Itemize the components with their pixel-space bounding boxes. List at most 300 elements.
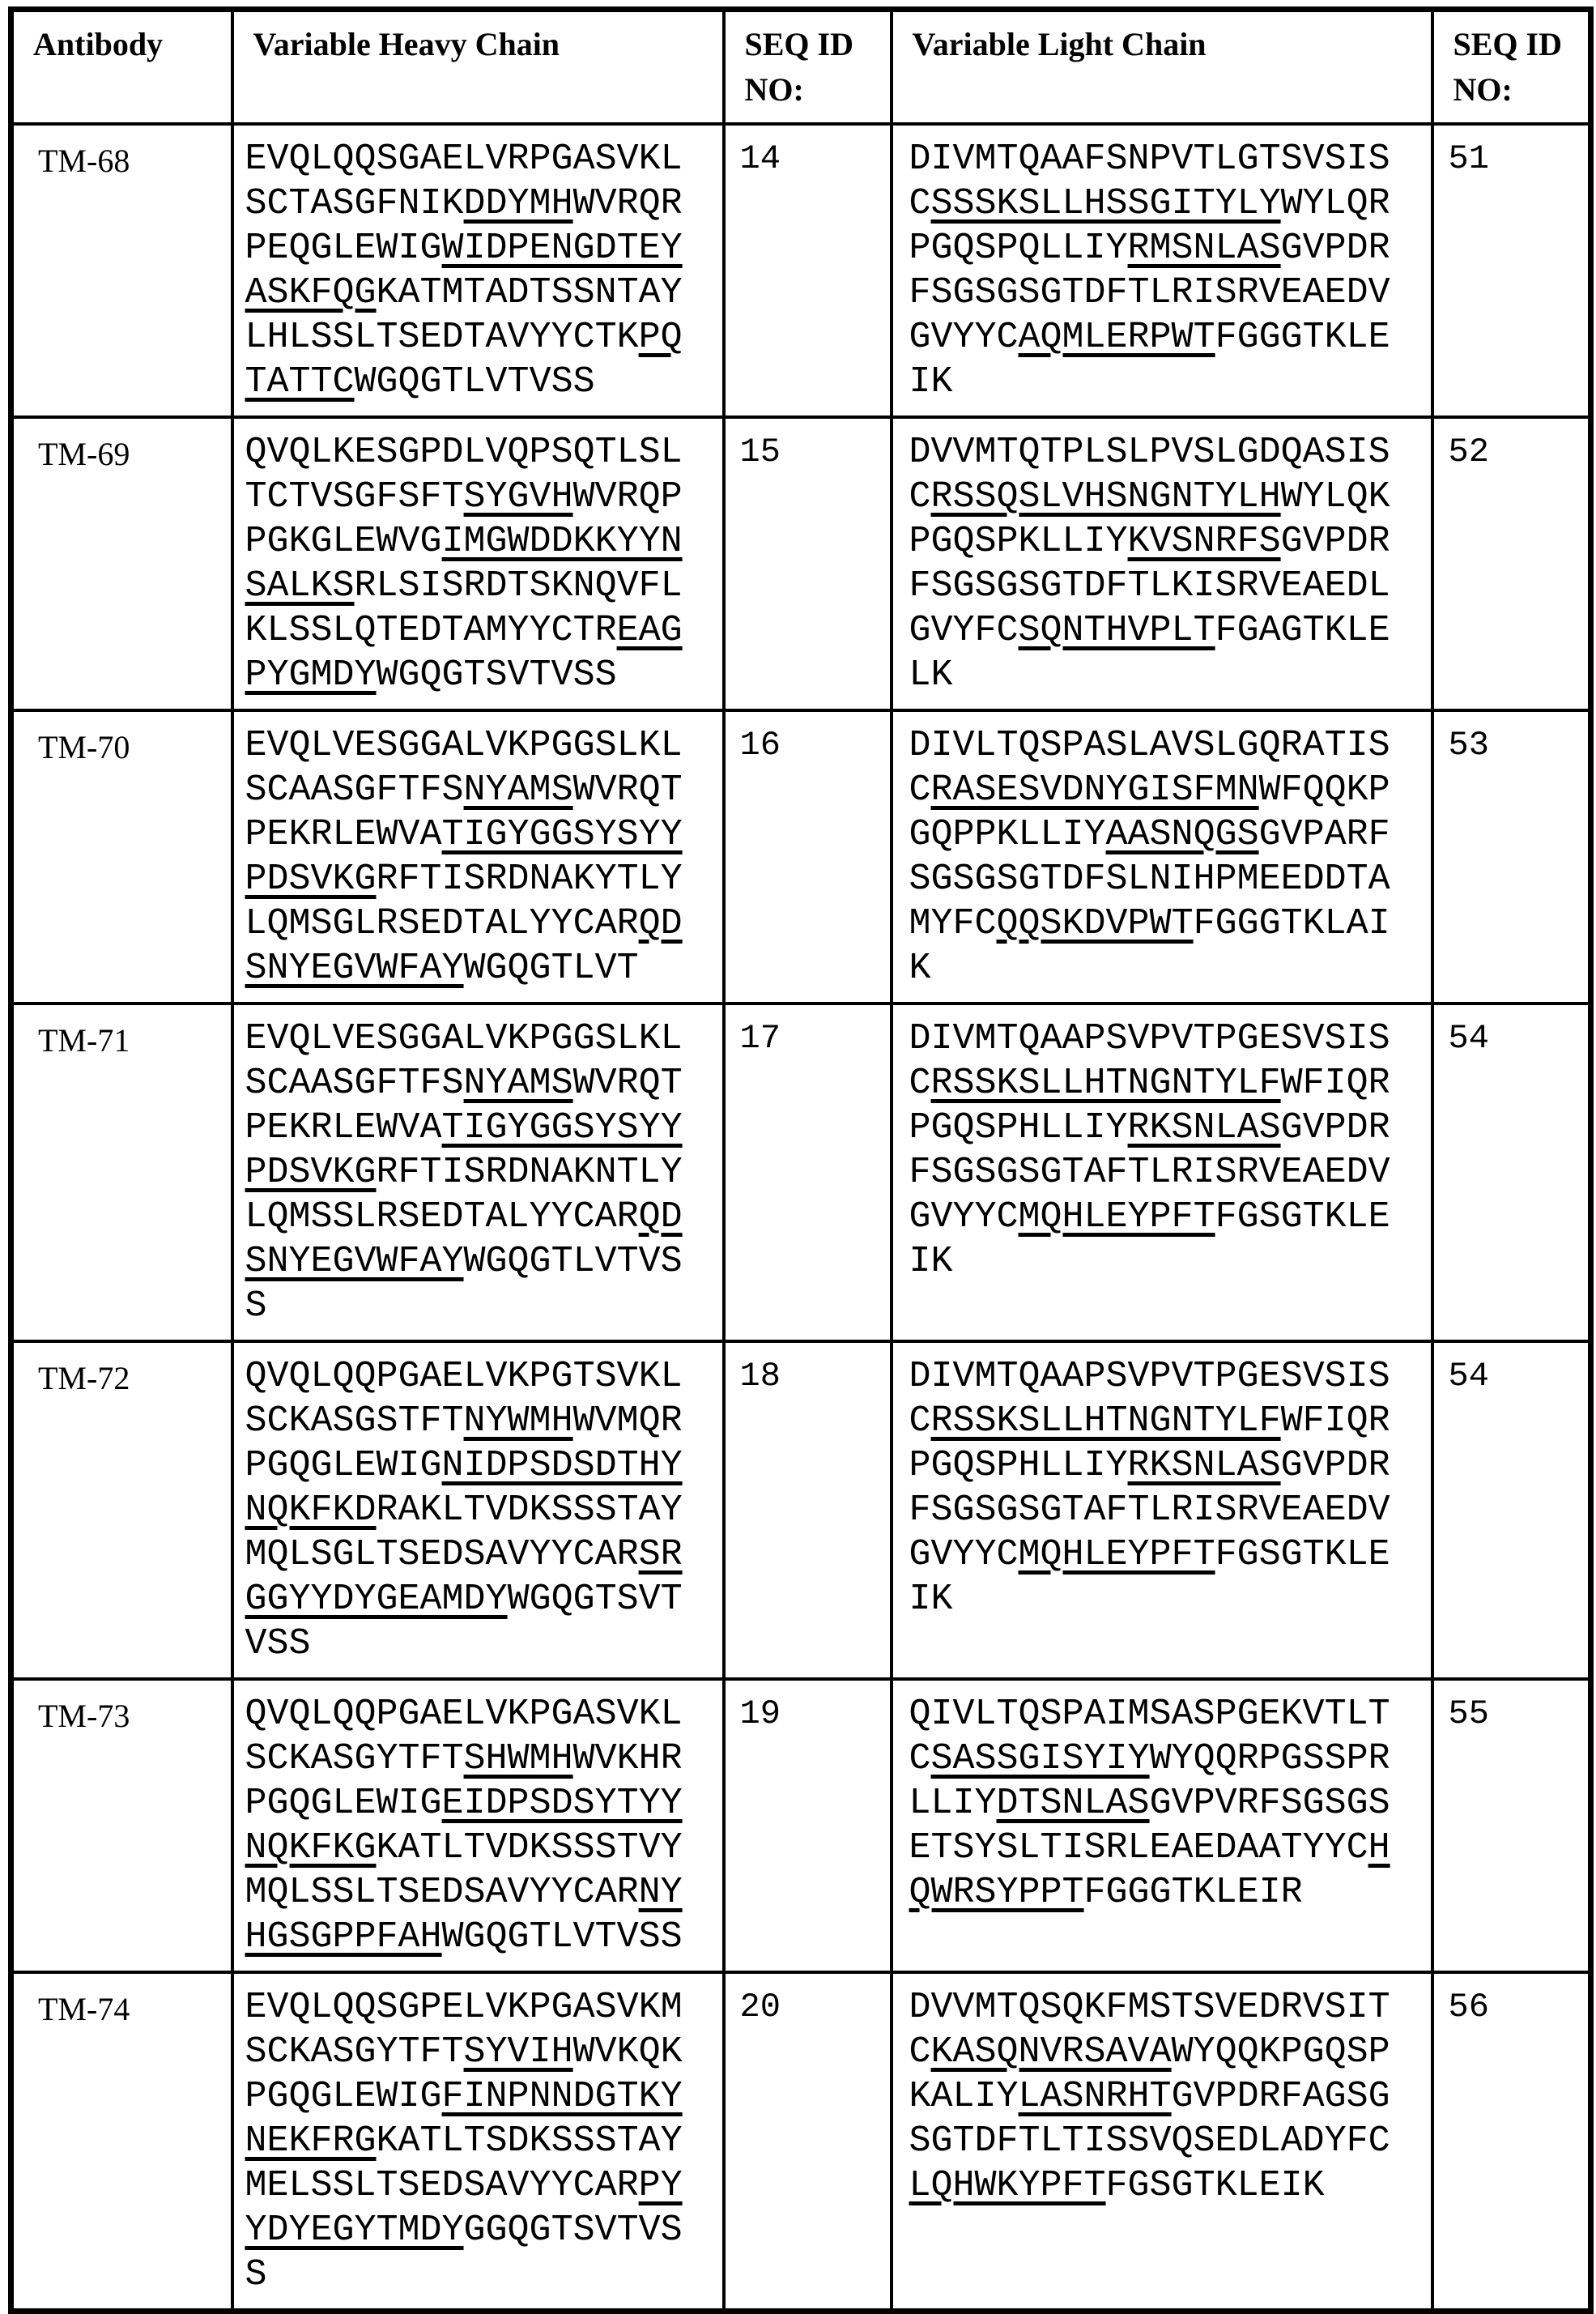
sequence-line	[245, 723, 717, 768]
sequence-segment: FGSGTKLE	[1215, 1534, 1390, 1575]
sequence-segment: S	[245, 1285, 267, 1327]
cdr-underlined-segment: QD	[638, 903, 683, 944]
sequence-line	[909, 1737, 1426, 1781]
sequence-segment: QVQLQQPGAELVKPGASVKL	[245, 1694, 683, 1735]
sequence-segment: C	[909, 1063, 931, 1104]
cdr-underlined-segment: RMSNLAS	[1127, 228, 1281, 269]
sequence-line	[245, 181, 717, 226]
sequence-segment: RAKLTVDKSSSTAY	[376, 1489, 683, 1531]
cdr-underlined-segment: QD	[638, 1196, 683, 1238]
sequence-line	[909, 519, 1426, 564]
sequence-segment: DVVMTQTPLSLPVSLGDQASIS	[909, 432, 1390, 473]
cdr-underlined-segment: NY	[638, 1872, 683, 1913]
sequence-line	[245, 1532, 717, 1577]
sequence-line	[909, 181, 1426, 226]
sequence-segment: MQLSSLTSEDSAVYYCAR	[245, 1872, 639, 1913]
sequence-segment: FSGSGSGTDFTLKISRVEAEDL	[909, 565, 1390, 607]
sequence-segment: WYQQRPGSSPR	[1149, 1738, 1390, 1779]
header-row	[11, 10, 1591, 125]
sequence-line	[245, 2119, 717, 2163]
sequence-segment: PGQGLEWIG	[245, 2076, 442, 2117]
heavy-seq-id: 20	[724, 1972, 892, 2312]
sequence-segment: GVPDR	[1280, 521, 1390, 562]
sequence-line	[909, 315, 1426, 360]
cdr-underlined-segment: RKSNLAS	[1127, 1445, 1281, 1486]
cdr-underlined-segment: H	[1368, 1827, 1390, 1869]
sequence-segment: GVYYC	[909, 1534, 1019, 1575]
sequence-segment: PGQGLEWIG	[245, 1445, 442, 1486]
sequence-line	[245, 1354, 717, 1399]
sequence-segment: WFIQR	[1280, 1063, 1390, 1104]
sequence-line	[245, 1692, 717, 1737]
antibody-name: TM-71	[11, 1004, 232, 1341]
cdr-underlined-segment: FINPNNDGTKY	[441, 2076, 683, 2117]
sequence-line	[245, 857, 717, 901]
sequence-segment: MYFC	[909, 903, 997, 944]
heavy-chain-sequence	[232, 1004, 724, 1341]
sequence-segment: LQMSGLRSEDTALYYCAR	[245, 903, 639, 944]
sequence-line	[245, 1488, 717, 1532]
sequence-segment: PEKRLEWVA	[245, 1107, 442, 1148]
sequence-line	[245, 1985, 717, 2030]
heavy-chain-sequence	[232, 1679, 724, 1972]
sequence-segment: PGQSPKLLIY	[909, 521, 1128, 562]
light-chain-sequence	[892, 124, 1432, 417]
sequence-segment: LK	[909, 654, 953, 696]
cdr-underlined-segment: LASNRHT	[1018, 2076, 1172, 2117]
sequence-segment: IK	[909, 1579, 953, 1620]
cdr-underlined-segment: PY	[638, 2165, 683, 2206]
sequence-segment: GVPDRFAGSG	[1171, 2076, 1390, 2117]
sequence-segment: WVMQR	[572, 1400, 683, 1442]
sequence-segment: WVRQR	[572, 183, 683, 224]
cdr-underlined-segment: LQHWKYPFT	[909, 2165, 1106, 2206]
sequence-segment: TCTVSGFSFT	[245, 476, 464, 518]
sequence-segment: DVVMTQSQKFMSTSVEDRVSIT	[909, 1987, 1390, 2028]
cdr-underlined-segment: MQHLEYPFT	[1018, 1534, 1215, 1575]
sequence-segment: WGQGTLVT	[463, 948, 639, 989]
light-chain-sequence	[892, 710, 1432, 1004]
cdr-underlined-segment: WIDPENGDTEY	[441, 228, 683, 269]
heavy-seq-id: 14	[724, 124, 892, 417]
cdr-underlined-segment: SR	[638, 1534, 683, 1575]
sequence-line	[245, 430, 717, 475]
heavy-chain-sequence	[232, 1972, 724, 2312]
sequence-segment: SGSGSGTDFSLNIHPMEEDDTA	[909, 859, 1390, 900]
cdr-underlined-segment: AASNQGS	[1105, 814, 1259, 855]
sequence-line	[909, 812, 1426, 857]
light-chain-sequence	[892, 1004, 1432, 1341]
sequence-segment: PEKRLEWVA	[245, 814, 442, 855]
sequence-segment: FGSGTKLE	[1215, 1196, 1390, 1238]
table-row	[11, 417, 1591, 710]
cdr-underlined-segment: GGYYDYGEAMDY	[245, 1579, 508, 1620]
cdr-underlined-segment: SNYEGVWFAY	[245, 1241, 464, 1282]
sequence-line	[245, 519, 717, 564]
light-seq-id: 54	[1432, 1004, 1591, 1341]
sequence-line	[245, 2163, 717, 2208]
sequence-line	[909, 1150, 1426, 1195]
sequence-line	[245, 315, 717, 360]
sequence-segment: SCAASGFTFS	[245, 769, 464, 811]
table-row	[11, 1679, 1591, 1972]
sequence-segment: WVRQT	[572, 1063, 683, 1104]
table-row	[11, 124, 1591, 417]
heavy-seq-id: 16	[724, 710, 892, 1004]
sequence-segment: WVRQP	[572, 476, 683, 518]
cdr-underlined-segment: ASKFQG	[245, 272, 377, 313]
cdr-underlined-segment: KVSNRFS	[1127, 521, 1281, 562]
sequence-line	[909, 1106, 1426, 1150]
sequence-line	[909, 1826, 1426, 1870]
cdr-underlined-segment: HGSGPPFAH	[245, 1916, 442, 1958]
cdr-underlined-segment: KASQNVRSAVA	[930, 2031, 1172, 2073]
sequence-segment: KALIY	[909, 2076, 1019, 2117]
cdr-underlined-segment: RSSQSLVHSNGNTYLH	[930, 476, 1281, 518]
cdr-underlined-segment: SYGVH	[463, 476, 573, 518]
sequence-segment: EVQLVESGGALVKPGGSLKL	[245, 725, 683, 766]
sequence-line	[245, 1150, 717, 1195]
antibody-name: TM-70	[11, 710, 232, 1004]
cdr-underlined-segment: PYGMDY	[245, 654, 377, 696]
sequence-line	[909, 946, 1426, 991]
sequence-segment: WGQGTLVTVSS	[354, 361, 595, 403]
sequence-segment: FGSGTKLEIK	[1105, 2165, 1325, 2206]
light-seq-id: 54	[1432, 1341, 1591, 1679]
sequence-line	[245, 1106, 717, 1150]
sequence-segment: EVQLQQSGPELVKPGASVKM	[245, 1987, 683, 2028]
sequence-line	[245, 1870, 717, 1915]
cdr-underlined-segment: NYAMS	[463, 1063, 573, 1104]
sequence-segment: WGQGTSVT	[507, 1579, 683, 1620]
cdr-underlined-segment: SASSGISYIY	[930, 1738, 1150, 1779]
cdr-underlined-segment: EAG	[616, 610, 683, 651]
antibody-name: TM-73	[11, 1679, 232, 1972]
sequence-line	[245, 1016, 717, 1061]
cdr-underlined-segment: SQNTHVPLT	[1018, 610, 1215, 651]
sequence-line	[245, 768, 717, 812]
sequence-line	[245, 1577, 717, 1622]
table-body	[11, 124, 1591, 2312]
cdr-underlined-segment: SNYEGVWFAY	[245, 948, 464, 989]
sequence-segment: KLSSLQTEDTAMYYCTR	[245, 610, 617, 651]
cdr-underlined-segment: NEKFRG	[245, 2120, 377, 2162]
sequence-segment: FGAGTKLE	[1215, 610, 1390, 651]
cdr-underlined-segment: NYWMH	[463, 1400, 573, 1442]
sequence-segment: RLSISRDTSKNQVFL	[354, 565, 683, 607]
heavy-seq-id: 15	[724, 417, 892, 710]
cdr-underlined-segment: RKSNLAS	[1127, 1107, 1281, 1148]
sequence-line	[909, 768, 1426, 812]
sequence-line	[909, 1061, 1426, 1106]
cdr-underlined-segment: PQ	[638, 317, 683, 358]
sequence-segment: SCTASGFNIK	[245, 183, 464, 224]
sequence-line	[909, 1239, 1426, 1284]
sequence-line	[909, 475, 1426, 519]
sequence-segment: C	[909, 2031, 931, 2073]
cdr-underlined-segment: QWRSYPPT	[909, 1872, 1084, 1913]
sequence-line	[245, 360, 717, 404]
sequence-segment: SCKASGSTFT	[245, 1400, 464, 1442]
sequence-segment: RFTISRDNAKYTLY	[376, 859, 683, 900]
sequence-segment: FGGGTKLAI	[1193, 903, 1390, 944]
sequence-line	[909, 2030, 1426, 2074]
table-row	[11, 1972, 1591, 2312]
cdr-underlined-segment: SHWMH	[463, 1738, 573, 1779]
cdr-underlined-segment: TIGYGGSYSYY	[441, 1107, 683, 1148]
sequence-line	[245, 901, 717, 946]
cdr-underlined-segment: NIDPSDSDTHY	[441, 1445, 683, 1486]
light-chain-sequence	[892, 1341, 1432, 1679]
sequence-segment: VSS	[245, 1623, 311, 1664]
table-row	[11, 1341, 1591, 1679]
sequence-line	[909, 1577, 1426, 1622]
cdr-underlined-segment: AQMLERPWT	[1018, 317, 1215, 358]
sequence-segment: WFQQKP	[1258, 769, 1390, 811]
sequence-segment: FGGGTKLEIR	[1083, 1872, 1303, 1913]
sequence-segment: PEQGLEWIG	[245, 228, 442, 269]
cdr-underlined-segment: IMGWDDKKYYN	[441, 521, 683, 562]
sequence-segment: PGQSPHLLIY	[909, 1107, 1128, 1148]
sequence-line	[909, 1870, 1426, 1915]
sequence-line	[909, 1781, 1426, 1826]
sequence-segment: ETSYSLTISRLEAEDAATYYC	[909, 1827, 1368, 1869]
sequence-segment: KATLTSDKSSSTAY	[376, 2120, 683, 2162]
sequence-line	[909, 1195, 1426, 1239]
sequence-line	[909, 608, 1426, 653]
sequence-line	[909, 2074, 1426, 2119]
sequence-line	[909, 564, 1426, 608]
sequence-line	[245, 1443, 717, 1488]
sequence-segment: QIVLTQSPAIMSASPGEKVTLT	[909, 1694, 1390, 1735]
table-header	[11, 10, 1591, 125]
sequence-segment: WFIQR	[1280, 1400, 1390, 1442]
sequence-line	[245, 137, 717, 181]
light-chain-sequence	[892, 1679, 1432, 1972]
cdr-underlined-segment: TATTC	[245, 361, 355, 403]
sequence-segment: GQPPKLLIY	[909, 814, 1106, 855]
table-row	[11, 710, 1591, 1004]
col-header-variable-heavy-chain: Variable Heavy Chain	[232, 10, 724, 125]
sequence-segment: IK	[909, 361, 953, 403]
sequence-segment: QVQLQQPGAELVKPGTSVKL	[245, 1356, 683, 1397]
cdr-underlined-segment: YDYEGYTMDY	[245, 2210, 464, 2251]
sequence-line	[909, 901, 1426, 946]
sequence-segment: WVRQT	[572, 769, 683, 811]
sequence-segment: PGKGLEWVG	[245, 521, 442, 562]
sequence-line	[245, 1622, 717, 1666]
sequence-line	[909, 360, 1426, 404]
sequence-segment: S	[245, 2254, 267, 2295]
sequence-segment: WGQGTSVTVSS	[376, 654, 617, 696]
sequence-segment: SCKASGYTFT	[245, 2031, 464, 2073]
sequence-segment: DIVMTQAAPSVPVTPGESVSIS	[909, 1018, 1390, 1059]
sequence-line	[909, 226, 1426, 271]
cdr-underlined-segment: NYAMS	[463, 769, 573, 811]
cdr-underlined-segment: SSSKSLLHSSGITYLY	[930, 183, 1281, 224]
cdr-underlined-segment: PDSVKG	[245, 859, 377, 900]
cdr-underlined-segment: NQKFKG	[245, 1827, 377, 1869]
sequence-segment: PGQSPHLLIY	[909, 1445, 1128, 1486]
sequence-segment: WGQGTLVTVS	[463, 1241, 683, 1282]
light-chain-sequence	[892, 1972, 1432, 2312]
col-header-heavy-seq-id: SEQ ID NO:	[724, 10, 892, 125]
cdr-underlined-segment: DDYMH	[463, 183, 573, 224]
cdr-underlined-segment: PDSVKG	[245, 1152, 377, 1193]
sequence-segment: SCKASGYTFT	[245, 1738, 464, 1779]
col-header-light-seq-id: SEQ ID NO:	[1432, 10, 1591, 125]
cdr-underlined-segment: RSSKSLLHTNGNTYLF	[930, 1063, 1281, 1104]
sequence-line	[909, 653, 1426, 697]
sequence-segment: FGGGTKLE	[1215, 317, 1390, 358]
sequence-line	[909, 271, 1426, 315]
sequence-line	[909, 2119, 1426, 2163]
sequence-line	[245, 946, 717, 991]
sequence-segment: GVPDR	[1280, 1107, 1390, 1148]
cdr-underlined-segment: NQKFKD	[245, 1489, 377, 1531]
sequence-segment: C	[909, 1400, 931, 1442]
sequence-segment: WYQQKPGQSP	[1171, 2031, 1390, 2073]
sequence-segment: C	[909, 769, 931, 811]
sequence-segment: RFTISRDNAKNTLY	[376, 1152, 683, 1193]
sequence-line	[909, 1354, 1426, 1399]
sequence-segment: GVYYC	[909, 1196, 1019, 1238]
col-header-antibody: Antibody	[11, 10, 232, 125]
sequence-line	[909, 137, 1426, 181]
sequence-line	[245, 1826, 717, 1870]
sequence-segment: EVQLQQSGAELVRPGASVKL	[245, 138, 683, 180]
sequence-line	[909, 430, 1426, 475]
sequence-line	[245, 271, 717, 315]
antibody-name: TM-69	[11, 417, 232, 710]
sequence-line	[245, 1061, 717, 1106]
sequence-line	[245, 1781, 717, 1826]
sequence-segment: GVPARF	[1258, 814, 1390, 855]
sequence-segment: GGQGTSVTVS	[463, 2210, 683, 2251]
sequence-segment: KATLTVDKSSSTVY	[376, 1827, 683, 1869]
sequence-line	[245, 608, 717, 653]
sequence-segment: DIVLTQSPASLAVSLGQRATIS	[909, 725, 1390, 766]
sequence-segment: GVYYC	[909, 317, 1019, 358]
sequence-segment: C	[909, 1738, 931, 1779]
sequence-segment: FSGSGSGTDFTLRISRVEAEDV	[909, 272, 1390, 313]
sequence-line	[245, 1737, 717, 1781]
sequence-line	[245, 653, 717, 697]
sequence-segment: FSGSGSGTAFTLRISRVEAEDV	[909, 1152, 1390, 1193]
sequence-segment: DIVMTQAAFSNPVTLGTSVSIS	[909, 138, 1390, 180]
sequence-line	[245, 2252, 717, 2297]
heavy-chain-sequence	[232, 124, 724, 417]
sequence-line	[909, 723, 1426, 768]
sequence-segment: LQMSSLRSEDTALYYCAR	[245, 1196, 639, 1238]
sequence-line	[909, 1443, 1426, 1488]
sequence-segment: K	[909, 948, 931, 989]
cdr-underlined-segment: QQSKDVPWT	[996, 903, 1194, 944]
sequence-line	[245, 2030, 717, 2074]
antibody-name: TM-68	[11, 124, 232, 417]
sequence-line	[909, 1488, 1426, 1532]
sequence-segment: GVPVRFSGSGS	[1149, 1783, 1390, 1824]
sequence-line	[245, 226, 717, 271]
sequence-line	[245, 1239, 717, 1284]
sequence-line	[245, 1284, 717, 1328]
sequence-segment: QVQLKESGPDLVQPSQTLSL	[245, 432, 683, 473]
sequence-segment: WGQGTLVTVSS	[441, 1916, 683, 1958]
heavy-seq-id: 19	[724, 1679, 892, 1972]
cdr-underlined-segment: DTSNLAS	[996, 1783, 1150, 1824]
sequence-line	[245, 1915, 717, 1959]
cdr-underlined-segment: TIGYGGSYSYY	[441, 814, 683, 855]
sequence-segment: SGTDFTLTISSVQSEDLADYFC	[909, 2120, 1390, 2162]
sequence-segment: GVPDR	[1280, 228, 1390, 269]
sequence-segment: MELSSLTSEDSAVYYCAR	[245, 2165, 639, 2206]
cdr-underlined-segment: SYVIH	[463, 2031, 573, 2073]
sequence-segment: LLIY	[909, 1783, 997, 1824]
antibody-sequence-table	[8, 6, 1594, 2314]
sequence-line	[245, 812, 717, 857]
sequence-segment: C	[909, 476, 931, 518]
sequence-line	[909, 1016, 1426, 1061]
sequence-segment: PGQSPQLLIY	[909, 228, 1128, 269]
sequence-segment: C	[909, 183, 931, 224]
cdr-underlined-segment: EIDPSDSYTYY	[441, 1783, 683, 1824]
sequence-segment: PGQGLEWIG	[245, 1783, 442, 1824]
sequence-segment: LHLSSLTSEDTAVYYCTK	[245, 317, 639, 358]
heavy-chain-sequence	[232, 1341, 724, 1679]
cdr-underlined-segment: RASESVDNYGISFMN	[930, 769, 1259, 811]
light-chain-sequence	[892, 417, 1432, 710]
heavy-seq-id: 18	[724, 1341, 892, 1679]
sequence-segment: GVPDR	[1280, 1445, 1390, 1486]
cdr-underlined-segment: SALKS	[245, 565, 355, 607]
sequence-line	[245, 475, 717, 519]
heavy-chain-sequence	[232, 710, 724, 1004]
sequence-segment: GVYFC	[909, 610, 1019, 651]
sequence-segment: WYLQK	[1280, 476, 1390, 518]
sequence-line	[245, 2074, 717, 2119]
sequence-segment: MQLSGLTSEDSAVYYCAR	[245, 1534, 639, 1575]
sequence-segment: WVKHR	[572, 1738, 683, 1779]
sequence-segment: WVKQK	[572, 2031, 683, 2073]
light-seq-id: 52	[1432, 417, 1591, 710]
sequence-line	[909, 857, 1426, 901]
sequence-segment: IK	[909, 1241, 953, 1282]
sequence-line	[245, 1399, 717, 1443]
sequence-segment: KATMTADTSSNTAY	[376, 272, 683, 313]
light-seq-id: 51	[1432, 124, 1591, 417]
sequence-line	[909, 1399, 1426, 1443]
sequence-segment: DIVMTQAAPSVPVTPGESVSIS	[909, 1356, 1390, 1397]
sequence-segment: FSGSGSGTAFTLRISRVEAEDV	[909, 1489, 1390, 1531]
sequence-line	[909, 1985, 1426, 2030]
sequence-line	[909, 2163, 1426, 2208]
light-seq-id: 56	[1432, 1972, 1591, 2312]
sequence-line	[245, 1195, 717, 1239]
cdr-underlined-segment: MQHLEYPFT	[1018, 1196, 1215, 1238]
sequence-line	[909, 1532, 1426, 1577]
sequence-segment: SCAASGFTFS	[245, 1063, 464, 1104]
sequence-line	[909, 1692, 1426, 1737]
antibody-name: TM-74	[11, 1972, 232, 2312]
sequence-line	[245, 2208, 717, 2252]
heavy-chain-sequence	[232, 417, 724, 710]
heavy-seq-id: 17	[724, 1004, 892, 1341]
col-header-variable-light-chain: Variable Light Chain	[892, 10, 1432, 125]
sequence-line	[245, 564, 717, 608]
light-seq-id: 53	[1432, 710, 1591, 1004]
light-seq-id: 55	[1432, 1679, 1591, 1972]
cdr-underlined-segment: RSSKSLLHTNGNTYLF	[930, 1400, 1281, 1442]
